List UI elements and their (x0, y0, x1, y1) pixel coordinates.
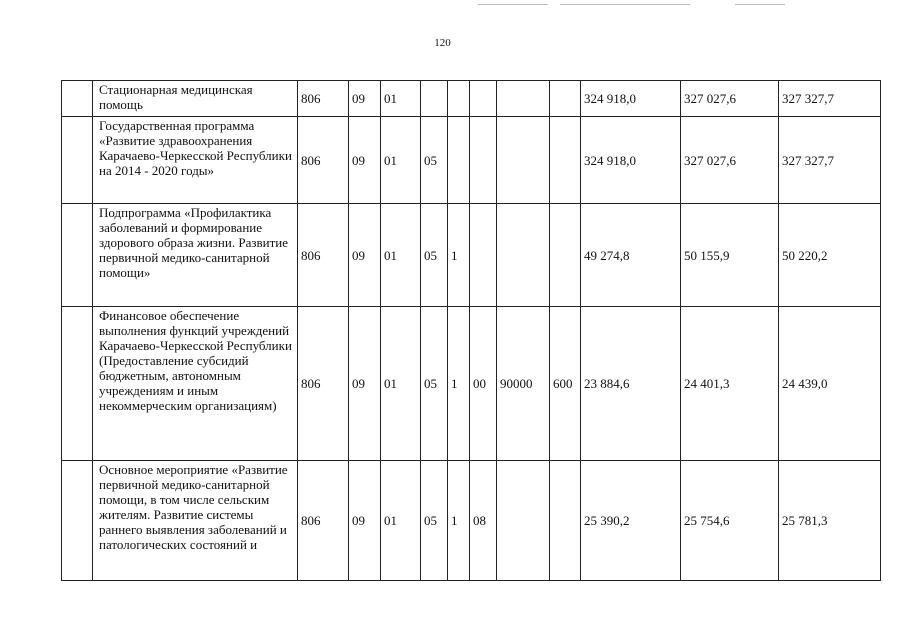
direction-code (497, 461, 550, 581)
amount-year-1: 23 884,6 (581, 307, 681, 461)
subsection-code: 01 (381, 117, 421, 204)
expense-type-code (550, 204, 581, 307)
amount-year-3: 327 327,7 (779, 81, 881, 117)
amount-year-3: 327 327,7 (779, 117, 881, 204)
row-name-cell (93, 461, 298, 581)
section-code: 09 (349, 307, 381, 461)
program-code: 05 (421, 461, 448, 581)
blank-cell (62, 117, 93, 204)
table-row (62, 461, 881, 581)
main-event-code (470, 204, 497, 307)
section-code: 09 (349, 461, 381, 581)
main-event-code: 00 (470, 307, 497, 461)
blank-cell (62, 307, 93, 461)
direction-code (497, 117, 550, 204)
subprogram-code: 1 (448, 307, 470, 461)
program-code: 05 (421, 307, 448, 461)
expense-type-code (550, 81, 581, 117)
program-code: 05 (421, 117, 448, 204)
amount-year-1: 324 918,0 (581, 117, 681, 204)
section-code: 09 (349, 81, 381, 117)
program-code (421, 81, 448, 117)
main-event-code: 08 (470, 461, 497, 581)
ministry-code: 806 (298, 461, 349, 581)
row-name: Финансовое обеспечение выполнения функций учреждений Карачаево-Черкесской Республики (Предоставление субсидий бюджетным, автономным учреждениям и иным некоммерческим организациям) (93, 307, 298, 461)
row-name: Стационарная медицинская помощь (93, 81, 298, 117)
subprogram-code: 1 (448, 461, 470, 581)
table-row (62, 307, 881, 461)
subprogram-code (448, 81, 470, 117)
amount-year-2: 50 155,9 (681, 204, 779, 307)
scan-artifact-line (478, 4, 548, 5)
table-row (62, 81, 881, 117)
amount-year-1: 25 390,2 (581, 461, 681, 581)
blank-cell (62, 204, 93, 307)
expense-type-code (550, 461, 581, 581)
page-number: 120 (434, 37, 451, 49)
row-name: Подпрограмма «Профилактика заболеваний и формирование здорового образа жизни. Развитие первичной медико-санитарной помощи» (93, 204, 298, 307)
main-event-code (470, 81, 497, 117)
amount-year-2: 25 754,6 (681, 461, 779, 581)
direction-code (497, 81, 550, 117)
table-row (62, 117, 881, 204)
ministry-code: 806 (298, 307, 349, 461)
direction-code (497, 204, 550, 307)
program-code: 05 (421, 204, 448, 307)
subsection-code: 01 (381, 461, 421, 581)
ministry-code: 806 (298, 204, 349, 307)
ministry-code: 806 (298, 81, 349, 117)
row-name: Государственная программа «Развитие здравоохранения Карачаево-Черкесской Республики на 2014 - 2020 годы» (93, 117, 298, 204)
amount-year-1: 49 274,8 (581, 204, 681, 307)
amount-year-3: 24 439,0 (779, 307, 881, 461)
section-code: 09 (349, 117, 381, 204)
amount-year-2: 327 027,6 (681, 117, 779, 204)
amount-year-3: 25 781,3 (779, 461, 881, 581)
expense-type-code: 600 (550, 307, 581, 461)
budget-table (61, 80, 881, 581)
table-row (62, 204, 881, 307)
subsection-code: 01 (381, 307, 421, 461)
subsection-code: 01 (381, 81, 421, 117)
subprogram-code: 1 (448, 204, 470, 307)
section-code: 09 (349, 204, 381, 307)
blank-cell (62, 81, 93, 117)
scan-artifact-line (560, 4, 690, 5)
subprogram-code (448, 117, 470, 204)
amount-year-2: 327 027,6 (681, 81, 779, 117)
expense-type-code (550, 117, 581, 204)
subsection-code: 01 (381, 204, 421, 307)
ministry-code: 806 (298, 117, 349, 204)
direction-code: 90000 (497, 307, 550, 461)
amount-year-1: 324 918,0 (581, 81, 681, 117)
amount-year-3: 50 220,2 (779, 204, 881, 307)
main-event-code (470, 117, 497, 204)
row-name: Основное мероприятие «Развитие первичной медико-санитарной помощи, в том числе сельским жителям. Развитие системы раннего выявления заболеваний и патологических состояний и (99, 462, 288, 552)
amount-year-2: 24 401,3 (681, 307, 779, 461)
blank-cell (62, 461, 93, 581)
scan-artifact-line (735, 4, 785, 5)
